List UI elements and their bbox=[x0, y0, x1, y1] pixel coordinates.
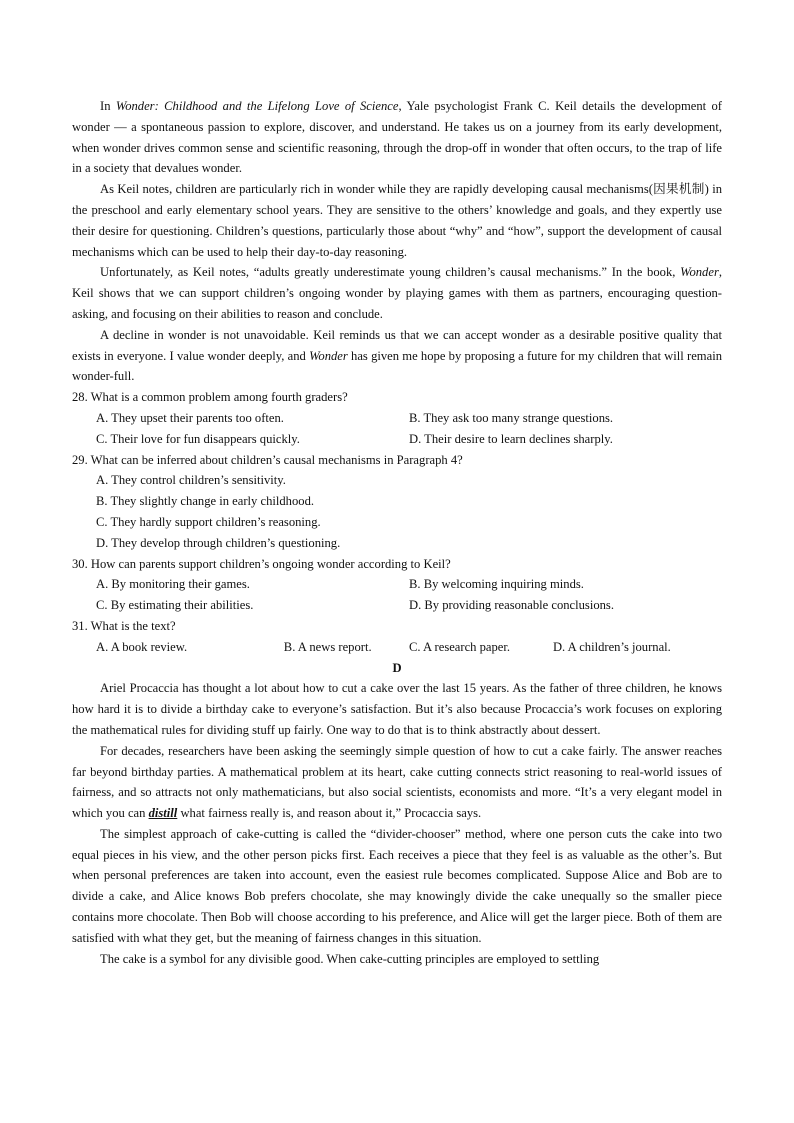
question-29-option-a[interactable]: A. They control children’s sensitivity. bbox=[96, 473, 286, 488]
passage-c-paragraph-1 bbox=[72, 96, 722, 179]
question-31-option-b[interactable]: B. A news report. bbox=[283, 639, 372, 654]
book-title: Wonder: Childhood and the Lifelong Love of Science bbox=[115, 99, 399, 113]
book-title: Wonder bbox=[680, 265, 719, 280]
question-31-option-d[interactable]: D. A children’s journal. bbox=[552, 639, 671, 654]
question-29-option-d[interactable]: D. They develop through children’s questioning. bbox=[96, 535, 341, 550]
exam-page bbox=[72, 96, 722, 969]
question-29-options bbox=[72, 470, 722, 553]
text-run: In bbox=[100, 99, 116, 113]
question-31-option-a[interactable]: A. A book review. bbox=[96, 639, 188, 654]
passage-d-paragraph-2 bbox=[72, 741, 722, 824]
passage-d-paragraph-1: Ariel Procaccia has thought a lot about how to cut a cake over the last 15 years. As the father of three children, he knows how hard it is to divide a birthday cake to everyone’s satisfaction. But it’s also because Procaccia’s work focuses on exploring the mathematical rules for dividing stuff up fairly. One way to do that is to think abstractly about dessert. bbox=[72, 681, 722, 737]
question-31-option-c[interactable]: C. A research paper. bbox=[408, 639, 511, 654]
passage-c-paragraph-2: As Keil notes, children are particularly rich in wonder while they are rapidly developing causal mechanisms(因果机制) in the preschool and early elementary school years. They are sensitive to the others’ knowledge and goals, and they expertly use their desire for questioning. Children’s questions, particularly those about “why” and “how”, support the development of causal mechanisms which can be used to help their day-to-day reasoning. bbox=[72, 182, 722, 259]
text-run: , Yale psychologist Frank C. Keil details the development of wonder — a spontaneous passion to explore, discover, and understand. He takes us on a journey from its early development, when wonder drives common sense and scientific reasoning, through the drop-off in wonder that often occurs, to the trap of life in a society that devalues wonder. bbox=[72, 99, 722, 176]
text-run: has given me hope by proposing a future for my children that will remain wonder-full. bbox=[72, 348, 722, 384]
passage-d-paragraph-4: The cake is a symbol for any divisible good. When cake-cutting principles are employed to settling bbox=[100, 951, 600, 966]
passage-c-paragraph-4 bbox=[72, 325, 722, 387]
underlined-word: distill bbox=[148, 806, 178, 821]
text-run: A decline in wonder is not unavoidable. Keil reminds us that we can accept wonder as a desirable positive quality that exists in everyone. I value wonder deeply, and bbox=[72, 327, 722, 363]
passage-d-paragraph-3: The simplest approach of cake-cutting is called the “divider-chooser” method, where one person cuts the cake into two equal pieces in his view, and the other person picks first. Each receives a piece that they feel is as valuable as the other’s. But when personal preferences are taken into account, even the easiest rule becomes complicated. Suppose Alice and Bob are to divide a cake, and Alice knows Bob prefers chocolate, she may knowingly divide the cake unequally so the smaller piece contains more chocolate. Then Bob will choose according to his preference, and Alice will get the larger piece. Both of them are satisfied with what they get, but the meaning of fairness changes in this situation. bbox=[72, 826, 722, 945]
question-28-option-a[interactable]: A. They upset their parents too often. bbox=[96, 410, 284, 425]
question-30-option-c[interactable]: C. By estimating their abilities. bbox=[96, 598, 254, 613]
section-d-heading: D bbox=[392, 660, 402, 675]
question-31-stem: 31. What is the text? bbox=[72, 618, 176, 633]
question-29-option-b[interactable]: B. They slightly change in early childhood. bbox=[96, 494, 315, 509]
question-28-option-b[interactable]: B. They ask too many strange questions. bbox=[409, 410, 614, 425]
question-28-options bbox=[72, 408, 722, 450]
question-29-option-c[interactable]: C. They hardly support children’s reasoning. bbox=[96, 514, 321, 529]
question-28-option-d[interactable]: D. Their desire to learn declines sharply. bbox=[409, 431, 613, 446]
question-28-stem: 28. What is a common problem among fourth graders? bbox=[72, 390, 348, 405]
question-29-stem: 29. What can be inferred about children’s causal mechanisms in Paragraph 4? bbox=[72, 452, 463, 467]
text-run: , Keil shows that we can support children’s ongoing wonder by playing games with them as partners, encouraging question-asking, and focusing on their abilities to reason and conclude. bbox=[72, 265, 722, 321]
question-30-options bbox=[72, 574, 722, 616]
question-31-options bbox=[72, 637, 722, 658]
text-run: For decades, researchers have been asking the seemingly simple question of how to cut a cake fairly. The answer reaches far beyond birthday parties. A mathematical problem at its heart, cake cutting connects strict reasoning to real-world issues of fairness, and so attracts not only mathematicians, but also social scientists, economists and more. “It’s a very elegant model in which you can bbox=[72, 743, 722, 821]
passage-c-paragraph-3 bbox=[72, 262, 722, 324]
question-28-option-c[interactable]: C. Their love for fun disappears quickly. bbox=[96, 431, 300, 446]
question-30-option-b[interactable]: B. By welcoming inquiring minds. bbox=[409, 577, 584, 592]
text-run: what fairness really is, and reason about it,” Procaccia says. bbox=[177, 806, 482, 821]
question-30-option-d[interactable]: D. By providing reasonable conclusions. bbox=[409, 598, 614, 613]
book-title: Wonder bbox=[309, 348, 348, 363]
question-30-option-a[interactable]: A. By monitoring their games. bbox=[96, 577, 250, 592]
text-run: Unfortunately, as Keil notes, “adults greatly underestimate young children’s causal mechanisms.” In the book, bbox=[100, 265, 681, 280]
question-30-stem: 30. How can parents support children’s ongoing wonder according to Keil? bbox=[72, 556, 451, 571]
